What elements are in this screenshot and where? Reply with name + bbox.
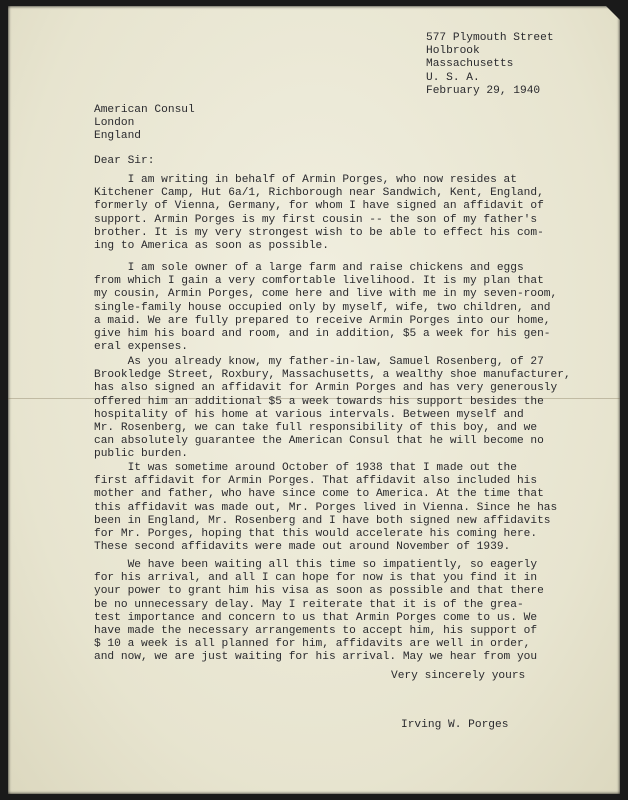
text-line: a maid. We are fully prepared to receive Armin Porges into our home, [94, 314, 551, 327]
text-line: test importance and concern to us that Armin Porges come to us. We [94, 611, 538, 624]
signature: Irving W. Porges [401, 719, 509, 731]
text-line: formerly of Vienna, Germany, for whom I have signed an affidavit of [94, 200, 544, 213]
text-line: We have been waiting all this time so impatiently, so eagerly [94, 559, 538, 571]
recipient-line: England [94, 130, 141, 143]
text-line: Kitchener Camp, Hut 6a/1, Richborough near Sandwich, Kent, England, [94, 187, 544, 200]
sender-country: U. S. A. [426, 71, 480, 84]
sender-state: Massachusetts [426, 58, 514, 71]
text-line: has also signed an affidavit for Armin Porges and has very generously [94, 382, 558, 395]
text-line: support. Armin Porges is my first cousin -- the son of my father's [94, 213, 538, 226]
text-line: I am writing in behalf of Armin Porges, who now resides at [94, 174, 517, 186]
paragraph-5 [94, 559, 594, 665]
text-line: mother and father, who have since come to America. At the time that [94, 488, 544, 501]
text-line: These second affidavits were made out around November of 1939. [94, 541, 511, 554]
salutation: Dear Sir: [94, 155, 155, 167]
text-line: your power to grant him his visa as soon as possible and that there [94, 585, 544, 598]
text-line: As you already know, my father-in-law, Samuel Rosenberg, of 27 [94, 356, 544, 368]
text-line: Mr. Rosenberg, we can take full responsibility of this boy, and we [94, 422, 538, 435]
text-line: give him his board and room, and in addition, $5 a week for his gen- [94, 328, 551, 341]
text-line: $ 10 a week is all planned for him, affidavits are well in order, [94, 638, 531, 651]
text-line: have made the necessary arrangements to accept him, his support of [94, 625, 538, 638]
text-line: public burden. [94, 448, 188, 461]
text-line: for Mr. Porges, hoping that this would accelerate his coming here. [94, 528, 538, 541]
recipient-line: American Consul [94, 104, 195, 116]
closing: Very sincerely yours [391, 670, 526, 682]
text-line: this affidavit was made out, Mr. Porges lived in Vienna. Since he has [94, 501, 558, 514]
text-line: It was sometime around October of 1938 that I made out the [94, 462, 517, 474]
text-line: eral expenses. [94, 341, 188, 354]
paragraph-1 [94, 174, 594, 253]
sender-street: 577 Plymouth Street [426, 32, 554, 44]
text-line: brother. It is my very strongest wish to be able to effect his com- [94, 226, 544, 239]
text-line: from which I gain a very comfortable livelihood. It is my plan that [94, 275, 544, 288]
letter-page [8, 6, 620, 794]
text-line: ing to America as soon as possible. [94, 240, 329, 253]
text-line: for his arrival, and all I can hope for now is that you find it in [94, 572, 538, 585]
letter-date: February 29, 1940 [426, 84, 541, 97]
text-line: first affidavit for Armin Porges. That affidavit also included his [94, 475, 538, 488]
text-line: and now, we are just waiting for his arrival. May we hear from you [94, 651, 538, 664]
recipient-line: London [94, 117, 135, 130]
text-line: my cousin, Armin Porges, come here and live with me in my seven-room, [94, 288, 558, 301]
text-line: I am sole owner of a large farm and raise chickens and eggs [94, 262, 524, 274]
torn-corner [606, 6, 620, 20]
text-line: be no unnecessary delay. May I reiterate that it is of the grea- [94, 598, 524, 611]
recipient-address [94, 104, 195, 144]
text-line: offered him an additional $5 a week towards his support besides the [94, 395, 544, 408]
sender-city: Holbrook [426, 45, 480, 58]
paragraph-2 [94, 262, 594, 354]
text-line: can absolutely guarantee the American Consul that he will become no [94, 435, 544, 448]
sender-address [426, 32, 554, 98]
paragraph-4 [94, 462, 594, 554]
text-line: Brookledge Street, Roxbury, Massachusetts, a wealthy shoe manufacturer, [94, 369, 571, 382]
paragraph-3 [94, 356, 594, 462]
text-line: been in England, Mr. Rosenberg and I have both signed new affidavits [94, 514, 551, 527]
text-line: single-family house occupied only by myself, wife, two children, and [94, 301, 551, 314]
text-line: hospitality of his home at various intervals. Between myself and [94, 408, 524, 421]
